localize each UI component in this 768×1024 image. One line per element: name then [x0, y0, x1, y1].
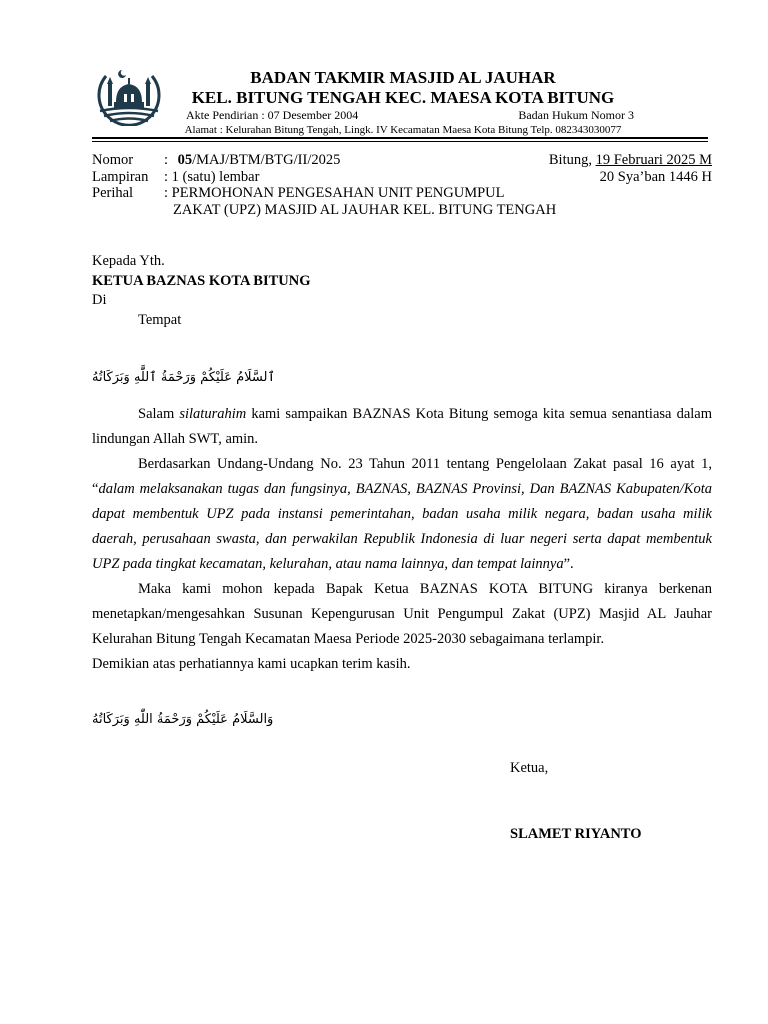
- mosque-logo: [92, 64, 166, 126]
- lampiran-label: Lampiran: [92, 168, 149, 185]
- greeting: Kepada Yth.: [92, 253, 165, 269]
- signature-role: Ketua,: [510, 760, 549, 776]
- perihal-line2: ZAKAT (UPZ) MASJID AL JAUHAR KEL. BITUNG TENGAH: [173, 201, 557, 218]
- letter-body: [92, 402, 712, 677]
- lampiran-value: : 1 (satu) lembar: [164, 168, 260, 185]
- org-address: Alamat : Kelurahan Bitung Tengah, Lingk. IV Kecamatan Maesa Kota Bitung Telp. 082343030077: [184, 124, 622, 136]
- badan-hukum: Badan Hukum Nomor 3: [518, 108, 634, 122]
- recipient: KETUA BAZNAS KOTA BITUNG: [92, 272, 311, 289]
- paragraph-4: Demikian atas perhatiannya kami ucapkan terim kasih.: [92, 656, 411, 672]
- org-legal: [168, 108, 638, 123]
- signature-name: SLAMET RIYANTO: [510, 826, 642, 842]
- letter-date: Bitung, 19 Februari 2025 M: [548, 152, 712, 168]
- perihal-label: Perihal: [92, 185, 134, 201]
- paragraph-3: Maka kami mohon kepada Bapak Ketua BAZNAS KOTA BITUNG kiranya berkenan menetapkan/mengesahkan Susunan Kepengurusan Unit Pengumpul Zakat (UPZ) Masjid AL Jauhar Kelurahan Bitung Tengah Kecamatan Maesa Periode 2025-2030 sebagaimana terlampir.: [92, 581, 712, 647]
- letterhead-rule-thick: [92, 137, 708, 139]
- paragraph-2: Berdasarkan Undang-Undang No. 23 Tahun 2011 tentang Pengelolaan Zakat pasal 16 ayat 1, “dalam melaksanakan tugas dan fungsinya, BAZNAS, BAZNAS Provinsi, Dan BAZNAS Kabupaten/Kota dapat membentuk UPZ pada instansi pemerintahan, badan usaha milik negara, badan usaha milik daerah, perusahaan swasta, dan perwakilan Republik Indonesia di luar negeri serta dapat membentuk UPZ pada tingkat kecamatan, kelurahan, atau nama lainnya, dan tempat lainnya”.: [92, 456, 712, 572]
- letterhead-rule-thin: [92, 141, 708, 142]
- akte-pendirian: Akte Pendirian : 07 Desember 2004: [186, 108, 359, 122]
- org-subtitle: KEL. BITUNG TENGAH KEC. MAESA KOTA BITUNG: [191, 88, 615, 107]
- hijri-date: 20 Sya’ban 1446 H: [599, 168, 712, 185]
- tempat: Tempat: [138, 311, 182, 328]
- addressee: [92, 252, 692, 330]
- paragraph-1: Salam silaturahim kami sampaikan BAZNAS Kota Bitung semoga kita semua senantiasa dalam lindungan Allah SWT, amin.: [92, 406, 713, 447]
- perihal-line1: : PERMOHONAN PENGESAHAN UNIT PENGUMPUL: [164, 185, 505, 201]
- org-title: BADAN TAKMIR MASJID AL JAUHAR: [250, 68, 556, 87]
- di: Di: [92, 292, 107, 308]
- salam-opening: ٱلسَّلَامُ عَلَيْكُمْ وَرَحْمَةُ ٱللَّٰهِ وَبَرَكَاتُهُ: [92, 370, 276, 385]
- letterhead: [168, 68, 638, 137]
- nomor-value: 05/MAJ/BTM/BTG/II/2025: [177, 152, 341, 168]
- letter-meta: [92, 152, 712, 218]
- salam-closing: وَالسَّلَامُ عَلَيْكُمْ وَرَحْمَةُ اللّٰهِ وَبَرَكَاتُهُ: [92, 712, 274, 727]
- nomor-colon: :: [164, 152, 169, 168]
- nomor-label: Nomor: [92, 152, 134, 168]
